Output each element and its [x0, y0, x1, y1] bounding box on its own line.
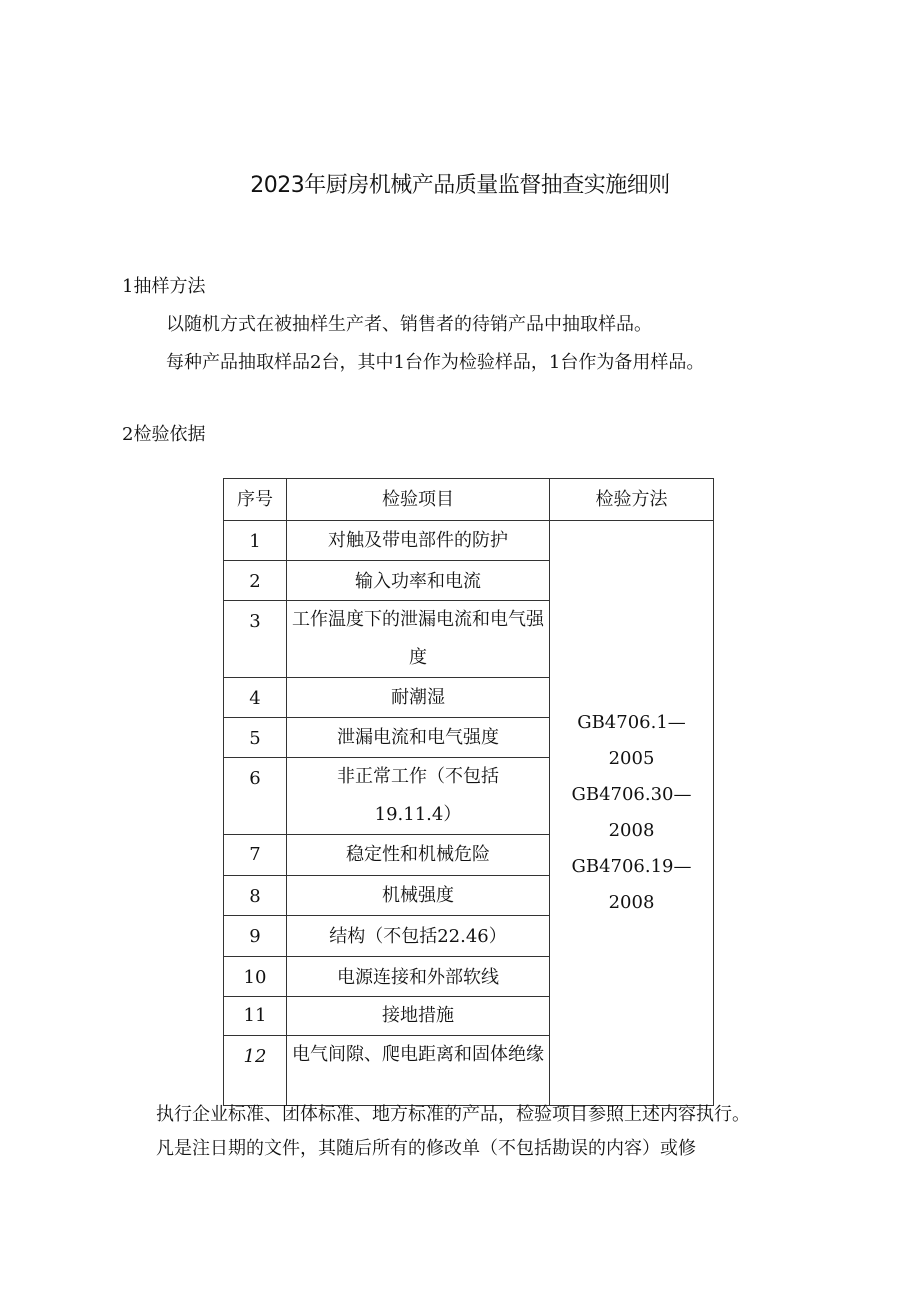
- method-line: GB4706.19—: [571, 856, 692, 877]
- row-item: 电气间隙、爬电距离和固体绝缘: [287, 1036, 550, 1106]
- inspection-method-cell: [550, 521, 714, 1106]
- row-item: 机械强度: [287, 876, 550, 916]
- row-item: 耐潮湿: [287, 678, 550, 718]
- row-item: 非正常工作（不包括19.11.4）: [287, 758, 550, 835]
- row-number: 7: [224, 835, 287, 876]
- row-item: 工作温度下的泄漏电流和电气强度: [287, 601, 550, 678]
- after-table-paragraph-2: 凡是注日期的文件，其随后所有的修改单（不包括勘误的内容）或修: [156, 1138, 696, 1159]
- row-item: 稳定性和机械危险: [287, 835, 550, 876]
- row-number: 6: [224, 758, 287, 835]
- row-number: 12: [224, 1036, 287, 1106]
- method-line: 2008: [608, 820, 655, 841]
- row-item: 接地措施: [287, 997, 550, 1036]
- row-number: 4: [224, 678, 287, 718]
- row-item: 泄漏电流和电气强度: [287, 718, 550, 758]
- table-header-row: [224, 479, 714, 521]
- section-heading-inspection-basis: 2检验依据: [122, 424, 206, 445]
- method-line: 2008: [608, 892, 655, 913]
- table-row: [224, 521, 714, 561]
- row-number: 5: [224, 718, 287, 758]
- inspection-table: [223, 478, 714, 1106]
- row-item: 输入功率和电流: [287, 561, 550, 601]
- method-line: GB4706.1—: [577, 712, 686, 733]
- page-title: 2023年厨房机械产品质量监督抽查实施细则: [250, 173, 670, 198]
- row-number: 11: [224, 997, 287, 1036]
- row-number: 8: [224, 876, 287, 916]
- row-item: 电源连接和外部软线: [287, 957, 550, 997]
- row-number: 9: [224, 916, 287, 957]
- row-number: 10: [224, 957, 287, 997]
- sampling-paragraph-1: 以随机方式在被抽样生产者、销售者的待销产品中抽取样品。: [166, 314, 652, 335]
- row-number: 3: [224, 601, 287, 678]
- method-line: 2005: [608, 748, 655, 769]
- section-heading-sampling-method: 1抽样方法: [122, 276, 206, 297]
- header-cell-method: 检验方法: [550, 479, 714, 521]
- header-cell-item: 检验项目: [287, 479, 550, 521]
- sampling-paragraph-2: 每种产品抽取样品2台，其中1台作为检验样品，1台作为备用样品。: [166, 352, 705, 373]
- method-line: GB4706.30—: [571, 784, 692, 805]
- row-item: 对触及带电部件的防护: [287, 521, 550, 561]
- row-number: 1: [224, 521, 287, 561]
- row-item: 结构（不包括22.46）: [287, 916, 550, 957]
- header-cell-number: 序号: [224, 479, 287, 521]
- after-table-paragraph-1: 执行企业标准、团体标准、地方标准的产品，检验项目参照上述内容执行。: [156, 1104, 750, 1125]
- row-number: 2: [224, 561, 287, 601]
